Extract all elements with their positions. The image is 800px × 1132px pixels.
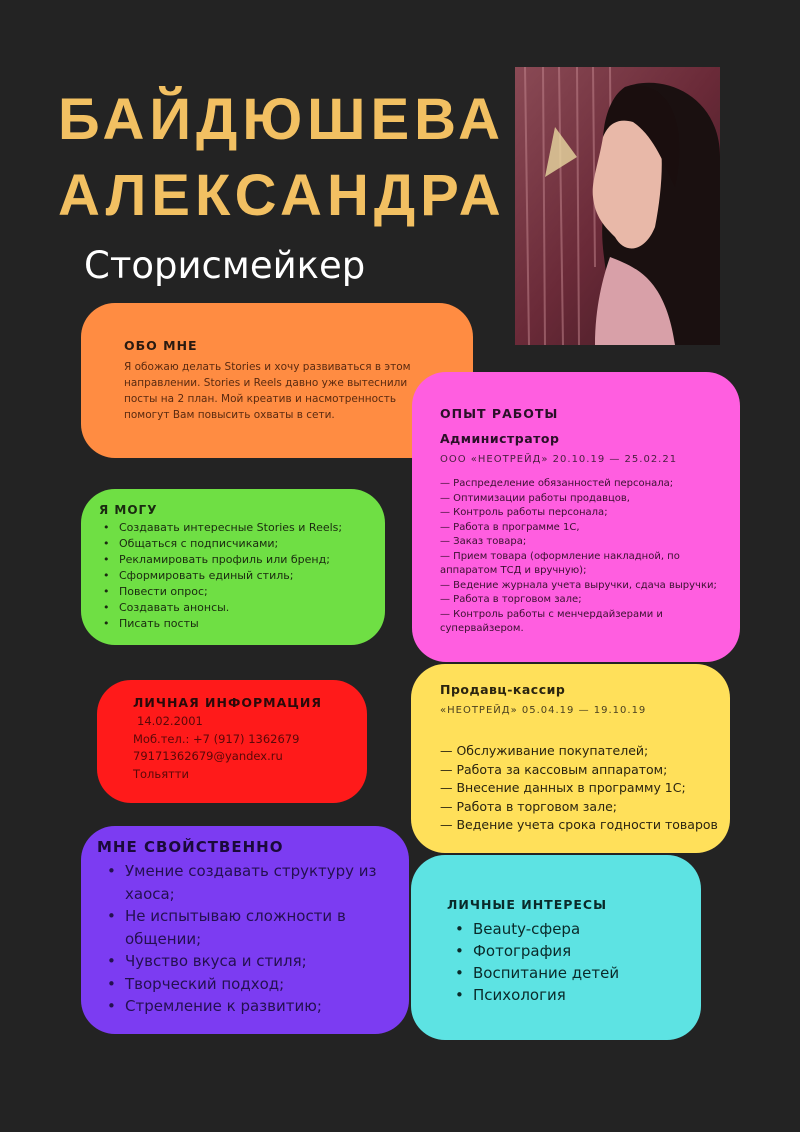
list-item: • Сформировать единый стиль;: [99, 568, 385, 584]
list-item: • Писать посты: [99, 616, 385, 632]
list-item: — Прием товара (оформление накладной, по аппаратом ТСД и вручную);: [440, 550, 680, 576]
profile-photo: [515, 67, 720, 345]
job2-company: «НЕОТРЕЙД» 05.04.19 — 19.10.19: [440, 705, 647, 716]
list-item: • Создавать анонсы.: [99, 600, 385, 616]
job1-position: Администратор: [440, 431, 560, 446]
list-item: — Ведение журнала учета выручки, сдача выручки;: [440, 579, 717, 591]
interests-list: [447, 918, 701, 1006]
list-item: — Работа в торговом зале;: [440, 594, 582, 605]
list-item: — Работа за кассовым аппаратом;: [440, 761, 668, 777]
list-item: — Ведение учета срока годности товаров: [440, 817, 718, 832]
list-item: — Заказ товара;: [440, 536, 527, 547]
phone: Моб.тел.: +7 (917) 1362679: [133, 731, 300, 746]
list-item: • Стремление к развитию;: [97, 995, 387, 1018]
list-item: — Распределение обязанностей персонала;: [440, 478, 674, 489]
job1-company: ООО «НЕОТРЕЙД» 20.10.19 — 25.02.21: [440, 454, 678, 465]
list-item: — Внесение данных в программу 1С;: [440, 780, 686, 795]
job-title: Сторисмейкер: [84, 244, 366, 287]
list-item: • Создавать интересные Stories и Reels;: [99, 520, 385, 536]
about-title: ОБО МНЕ: [124, 338, 198, 353]
personal-info-title: ЛИЧНАЯ ИНФОРМАЦИЯ: [133, 695, 322, 710]
list-item: • Творческий подход;: [97, 973, 387, 996]
list-item: — Работа в программе 1С,: [440, 521, 580, 533]
list-item: • Повести опрос;: [99, 584, 385, 600]
list-item: — Контроль работы персонала;: [440, 507, 608, 518]
list-item: • Не испытываю сложности в общении;: [97, 905, 387, 950]
list-item: • Рекламировать профиль или бренд;: [99, 552, 385, 568]
city: Тольятти: [133, 766, 189, 781]
about-text: Я обожаю делать Stories и хочу развиваться в этом направлении. Stories и Reels давно уже вытеснили посты на 2 план. Мой креатив и насмотренность помогут Вам повысить охваты в сети.: [124, 361, 411, 421]
first-name: АЛЕКСАНДРА: [58, 163, 506, 228]
skills-list: [99, 520, 385, 632]
birth-date: 14.02.2001: [137, 714, 203, 728]
job2-card: [411, 664, 730, 853]
list-item: • Умение создавать структуру из хаоса;: [97, 860, 387, 905]
skills-title: Я МОГУ: [99, 503, 158, 517]
list-item: • Чувство вкуса и стиля;: [97, 950, 387, 973]
skills-card: [81, 489, 385, 645]
list-item: • Фотография: [447, 940, 701, 962]
personal-info-card: [97, 680, 367, 803]
traits-list: [97, 860, 387, 1018]
job1-duties: [440, 477, 740, 637]
list-item: • Beauty-сфера: [447, 918, 701, 940]
traits-title: МНЕ СВОЙСТВЕННО: [97, 838, 284, 856]
list-item: — Контроль работы с менчердайзерами и супервайзером.: [440, 608, 663, 634]
job2-duties: [440, 742, 730, 835]
list-item: — Обслуживание покупателей;: [440, 743, 649, 758]
list-item: — Работа в торговом зале;: [440, 798, 617, 814]
surname: БАЙДЮШЕВА: [58, 87, 506, 152]
job2-position: Продавц-кассир: [440, 682, 566, 697]
experience-card: [412, 372, 740, 662]
list-item: • Психология: [447, 984, 701, 1006]
list-item: — Оптимизации работы продавцов,: [440, 492, 630, 504]
experience-title: ОПЫТ РАБОТЫ: [440, 406, 559, 421]
email: 79171362679@yandex.ru: [133, 749, 283, 763]
full-name: [58, 82, 506, 234]
traits-card: [81, 826, 409, 1034]
list-item: • Общаться с подписчиками;: [99, 536, 385, 552]
interests-title: ЛИЧНЫЕ ИНТЕРЕСЫ: [447, 897, 608, 912]
interests-card: [411, 855, 701, 1040]
list-item: • Воспитание детей: [447, 962, 701, 984]
